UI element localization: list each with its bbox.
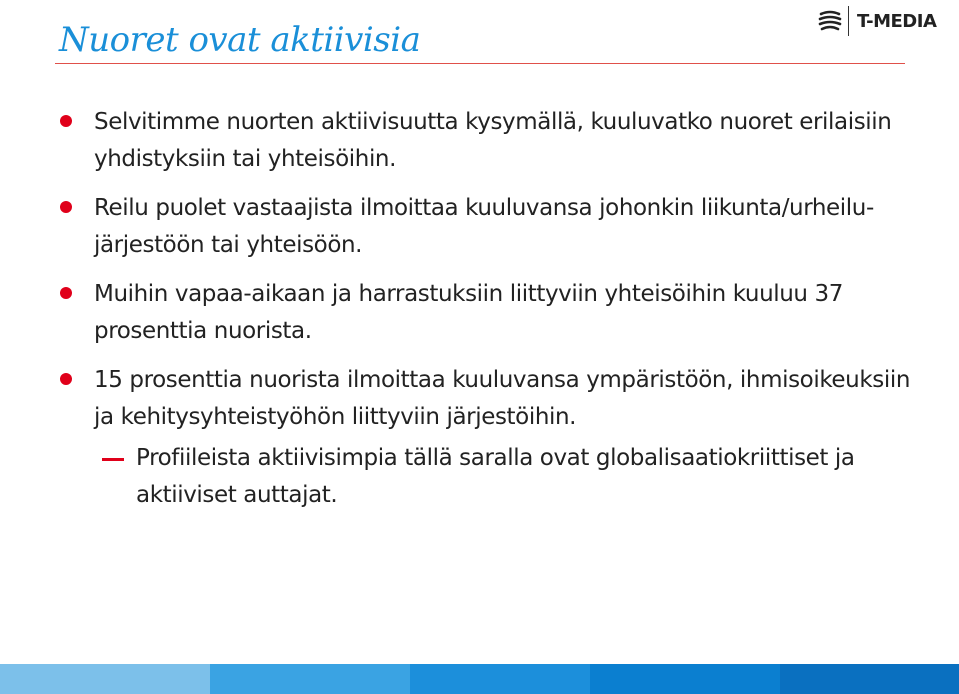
footer-segment: [590, 664, 780, 694]
sub-bullet-text: Profiileista aktiivisimpia tällä saralla ovat globalisaatiokriittiset ja aktiiviset auttajat.: [136, 445, 855, 508]
bullet-item: [94, 190, 914, 264]
bullet-item: [94, 104, 914, 178]
logo-divider: [848, 6, 849, 36]
footer-segment: [210, 664, 410, 694]
bullet-item: [94, 362, 914, 436]
title-divider: [55, 63, 905, 64]
dash-icon: [102, 458, 124, 461]
sub-bullet-item: [136, 440, 914, 514]
slide-title: Nuoret ovat aktiivisia: [59, 20, 421, 60]
bullet-list: [94, 104, 914, 514]
bullet-dot-icon: [60, 373, 72, 385]
bullet-item: [94, 276, 914, 350]
bullet-dot-icon: [60, 115, 72, 127]
footer-segment: [780, 664, 959, 694]
logo-text: T-MEDIA: [857, 10, 937, 32]
t-media-logo-icon: [818, 9, 842, 33]
bullet-text: Selvitimme nuorten aktiivisuutta kysymällä, kuuluvatko nuoret erilaisiin yhdistyksiin tai yhteisöihin.: [94, 109, 892, 172]
bullet-dot-icon: [60, 287, 72, 299]
footer-color-bar: [0, 664, 959, 694]
bullet-text: Reilu puolet vastaajista ilmoittaa kuuluvansa johonkin liikunta/urheilu-järjestöön tai yhteisöön.: [94, 195, 874, 258]
bullet-text: 15 prosenttia nuorista ilmoittaa kuuluvansa ympäristöön, ihmisoikeuksiin ja kehitysyhteistyöhön liittyviin järjestöihin.: [94, 367, 911, 430]
footer-segment: [410, 664, 590, 694]
bullet-text: Muihin vapaa-aikaan ja harrastuksiin liittyviin yhteisöihin kuuluu 37 prosenttia nuorista.: [94, 281, 843, 344]
bullet-dot-icon: [60, 201, 72, 213]
t-media-logo: [818, 4, 936, 38]
footer-segment: [0, 664, 210, 694]
